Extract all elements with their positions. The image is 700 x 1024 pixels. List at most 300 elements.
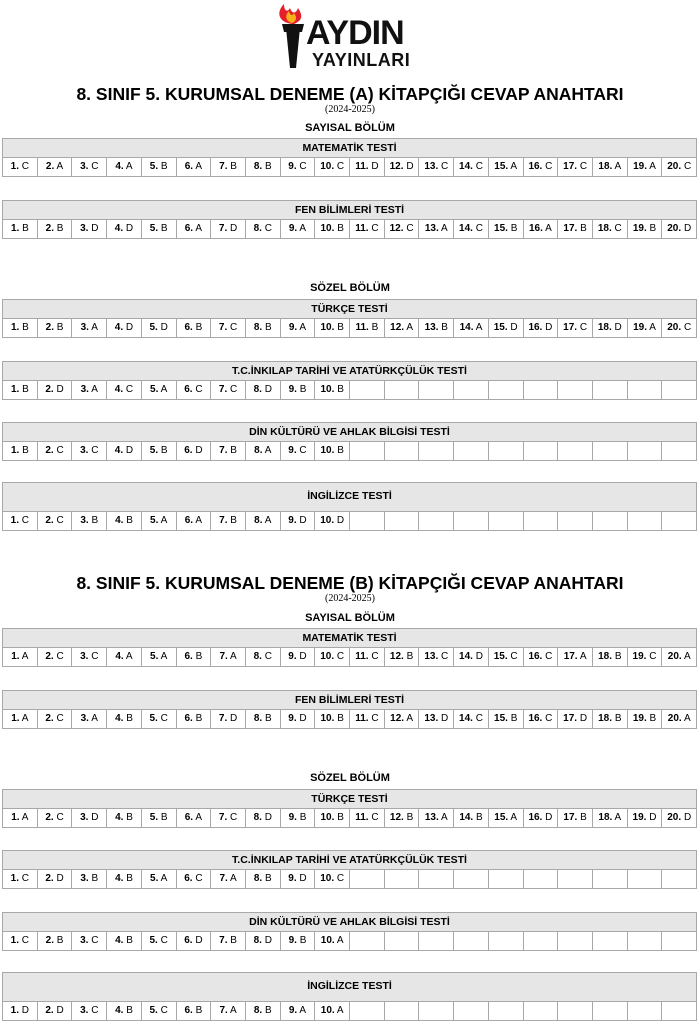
question-number: 17. bbox=[563, 322, 578, 333]
question-number: 10. bbox=[320, 651, 335, 662]
answer-letter: B bbox=[299, 812, 307, 823]
answer-cell bbox=[384, 647, 420, 667]
answer-cell bbox=[661, 157, 697, 177]
answer-letter: A bbox=[475, 322, 483, 333]
answer-cell bbox=[176, 1001, 212, 1021]
question-number: 11. bbox=[355, 713, 369, 724]
empty-cell bbox=[592, 441, 628, 461]
answer-cell bbox=[280, 709, 316, 729]
question-number: 6. bbox=[184, 812, 194, 823]
answer-letter: A bbox=[91, 322, 98, 333]
empty-cell bbox=[384, 869, 420, 889]
question-number: 17. bbox=[563, 223, 578, 234]
answer-letter: A bbox=[579, 651, 587, 662]
question-number: 5. bbox=[149, 223, 159, 234]
question-number: 13. bbox=[424, 161, 439, 172]
answer-cell bbox=[592, 157, 628, 177]
question-number: 4. bbox=[115, 1005, 124, 1016]
question-number: 4. bbox=[115, 812, 124, 823]
answer-letter: B bbox=[230, 935, 237, 946]
empty-cell bbox=[384, 441, 420, 461]
empty-cell bbox=[627, 869, 663, 889]
answer-table bbox=[2, 422, 697, 461]
answer-cell bbox=[176, 647, 212, 667]
answer-letter: B bbox=[476, 812, 483, 823]
answer-cell bbox=[661, 808, 697, 828]
empty-cell bbox=[349, 511, 385, 531]
answer-cell bbox=[557, 157, 593, 177]
question-number: 16. bbox=[528, 223, 543, 234]
answer-letter: B bbox=[580, 812, 587, 823]
question-number: 1. bbox=[10, 935, 20, 946]
empty-cell bbox=[592, 511, 628, 531]
answer-letter: B bbox=[160, 223, 168, 234]
answer-letter: A bbox=[91, 713, 98, 724]
question-number: 15. bbox=[494, 223, 508, 234]
question-number: 17. bbox=[563, 651, 578, 662]
answer-cell bbox=[106, 219, 142, 239]
answer-cell bbox=[176, 511, 212, 531]
answer-letter: A bbox=[649, 322, 656, 333]
answer-cell bbox=[176, 709, 212, 729]
answer-letter: B bbox=[406, 651, 414, 662]
empty-cell bbox=[488, 869, 524, 889]
question-number: 6. bbox=[184, 515, 194, 526]
answer-letter: B bbox=[337, 322, 344, 333]
question-number: 16. bbox=[528, 812, 543, 823]
answer-letter: A bbox=[406, 713, 413, 724]
question-number: 1. bbox=[10, 873, 20, 884]
answer-cell bbox=[176, 869, 212, 889]
answer-letter: D bbox=[56, 384, 64, 395]
answer-cell bbox=[210, 157, 246, 177]
empty-cell bbox=[592, 1001, 628, 1021]
question-number: 4. bbox=[114, 223, 124, 234]
answer-cell bbox=[627, 157, 663, 177]
answer-letter: A bbox=[230, 1005, 237, 1016]
question-number: 2. bbox=[45, 935, 54, 946]
answer-letter: D bbox=[195, 935, 203, 946]
answer-letter: A bbox=[299, 1005, 307, 1016]
question-number: 20. bbox=[667, 322, 682, 333]
answer-table bbox=[2, 690, 697, 729]
answer-cell bbox=[384, 318, 420, 338]
answer-letter: B bbox=[22, 384, 29, 395]
answer-letter: B bbox=[649, 713, 657, 724]
answer-cell bbox=[280, 647, 316, 667]
answer-cell bbox=[245, 1001, 281, 1021]
question-number: 9. bbox=[288, 713, 297, 724]
question-number: 17. bbox=[563, 812, 578, 823]
question-number: 5. bbox=[150, 515, 159, 526]
answer-cell bbox=[71, 380, 107, 400]
answer-letter: C bbox=[371, 651, 379, 662]
empty-cell bbox=[453, 511, 489, 531]
empty-cell bbox=[627, 1001, 663, 1021]
answer-letter: D bbox=[371, 161, 379, 172]
answer-letter: D bbox=[545, 812, 553, 823]
answer-letter: B bbox=[126, 713, 133, 724]
booklet-a-year: (2024-2025) bbox=[325, 104, 375, 115]
question-number: 16. bbox=[528, 322, 543, 333]
answer-cell bbox=[210, 441, 246, 461]
answer-cell bbox=[523, 318, 559, 338]
question-number: 5. bbox=[149, 812, 159, 823]
answer-cell bbox=[661, 709, 697, 729]
answer-cell bbox=[418, 808, 454, 828]
question-number: 2. bbox=[45, 651, 54, 662]
answer-cell bbox=[280, 318, 316, 338]
answer-letter: C bbox=[21, 515, 30, 526]
empty-cell bbox=[557, 441, 593, 461]
answer-cell bbox=[71, 869, 107, 889]
answer-letter: D bbox=[264, 384, 272, 395]
answer-cell bbox=[210, 709, 246, 729]
answer-letter: B bbox=[371, 322, 379, 333]
question-number: 18. bbox=[598, 651, 613, 662]
answer-cell bbox=[2, 709, 38, 729]
question-number: 10. bbox=[320, 161, 335, 172]
answer-letter: B bbox=[126, 515, 133, 526]
answer-cell bbox=[280, 157, 316, 177]
answer-cell bbox=[106, 318, 142, 338]
answer-cell bbox=[627, 219, 663, 239]
empty-cell bbox=[523, 441, 559, 461]
answer-cell bbox=[627, 808, 663, 828]
question-number: 1. bbox=[11, 713, 20, 724]
question-number: 5. bbox=[149, 322, 158, 333]
logo-brand: AYDIN bbox=[306, 14, 404, 52]
answer-letter: B bbox=[337, 713, 344, 724]
empty-cell bbox=[661, 931, 697, 951]
answer-letter: C bbox=[371, 223, 379, 234]
answer-letter: D bbox=[56, 1005, 64, 1016]
question-number: 8. bbox=[254, 515, 263, 526]
question-number: 9. bbox=[288, 1005, 298, 1016]
answer-cell bbox=[418, 318, 454, 338]
question-number: 19. bbox=[632, 812, 647, 823]
answer-letter: A bbox=[683, 651, 691, 662]
answer-letter: C bbox=[683, 322, 692, 333]
answer-cell bbox=[627, 318, 663, 338]
answer-letter: D bbox=[649, 812, 657, 823]
answer-table bbox=[2, 482, 697, 531]
answer-cell bbox=[557, 318, 593, 338]
question-number: 19. bbox=[633, 161, 647, 172]
answer-table bbox=[2, 972, 697, 1021]
answer-letter: A bbox=[336, 1005, 344, 1016]
question-number: 6. bbox=[184, 384, 193, 395]
question-number: 3. bbox=[80, 161, 89, 172]
answer-letter: C bbox=[125, 384, 134, 395]
question-number: 8. bbox=[253, 713, 263, 724]
answer-cell bbox=[37, 808, 73, 828]
question-number: 15. bbox=[493, 322, 508, 333]
answer-letter: B bbox=[195, 1005, 203, 1016]
answer-letter: D bbox=[579, 713, 588, 724]
question-number: 13. bbox=[424, 322, 439, 333]
answer-table bbox=[2, 200, 697, 239]
question-number: 6. bbox=[184, 445, 193, 456]
question-number: 5. bbox=[150, 873, 159, 884]
answer-cell bbox=[592, 318, 628, 338]
answer-cell bbox=[418, 219, 454, 239]
answer-letter: B bbox=[265, 873, 272, 884]
answer-letter: A bbox=[21, 713, 29, 724]
question-number: 3. bbox=[80, 515, 89, 526]
answer-cell bbox=[71, 931, 107, 951]
answer-letter: B bbox=[126, 873, 133, 884]
question-number: 3. bbox=[80, 812, 89, 823]
answer-table bbox=[2, 628, 697, 667]
answer-cell bbox=[176, 318, 212, 338]
question-number: 8. bbox=[253, 935, 262, 946]
question-number: 10. bbox=[320, 935, 335, 946]
empty-cell bbox=[384, 380, 420, 400]
empty-cell bbox=[661, 380, 697, 400]
answer-letter: C bbox=[336, 161, 345, 172]
answer-cell bbox=[592, 808, 628, 828]
answer-letter: D bbox=[21, 1005, 30, 1016]
test-header: TÜRKÇE TESTİ bbox=[2, 789, 697, 808]
answer-letter: B bbox=[22, 445, 29, 456]
answer-cell bbox=[106, 931, 142, 951]
answer-letter: A bbox=[264, 445, 272, 456]
answer-letter: C bbox=[230, 322, 238, 333]
question-number: 12. bbox=[390, 713, 405, 724]
question-number: 13. bbox=[424, 812, 439, 823]
answer-letter: A bbox=[160, 651, 168, 662]
answer-cell bbox=[106, 808, 142, 828]
answer-letter: B bbox=[337, 445, 344, 456]
booklet-a-title: 8. SINIF 5. KURUMSAL DENEME (A) KİTAPÇIĞI CEVAP ANAHTARI bbox=[76, 84, 624, 104]
test-header: TÜRKÇE TESTİ bbox=[2, 299, 697, 318]
empty-cell bbox=[557, 931, 593, 951]
test-header: MATEMATİK TESTİ bbox=[2, 138, 697, 157]
answer-cell bbox=[106, 869, 142, 889]
answer-cell bbox=[523, 219, 559, 239]
question-number: 11. bbox=[355, 223, 369, 234]
answer-cell bbox=[557, 647, 593, 667]
question-number: 17. bbox=[563, 713, 578, 724]
answer-letter: D bbox=[230, 223, 238, 234]
question-number: 19. bbox=[632, 223, 647, 234]
answer-cell bbox=[592, 647, 628, 667]
question-number: 10. bbox=[320, 713, 335, 724]
answer-cell bbox=[418, 709, 454, 729]
question-number: 9. bbox=[288, 384, 297, 395]
answer-cell bbox=[141, 380, 177, 400]
answer-cell bbox=[245, 869, 281, 889]
answer-letter: C bbox=[91, 651, 99, 662]
answer-letter: D bbox=[406, 161, 414, 172]
question-number: 8. bbox=[253, 384, 262, 395]
question-number: 2. bbox=[45, 161, 55, 172]
answer-letter: B bbox=[510, 713, 518, 724]
question-number: 5. bbox=[149, 713, 158, 724]
answer-cell bbox=[71, 441, 107, 461]
answer-cell bbox=[210, 511, 246, 531]
answer-cell bbox=[453, 709, 489, 729]
answer-letter: C bbox=[160, 935, 168, 946]
question-number: 9. bbox=[288, 515, 297, 526]
answer-letter: D bbox=[510, 322, 518, 333]
booklet-b-year: (2024-2025) bbox=[325, 593, 375, 604]
question-number: 5. bbox=[149, 935, 158, 946]
answer-letter: C bbox=[545, 713, 553, 724]
answer-cell bbox=[245, 157, 281, 177]
answer-letter: A bbox=[264, 515, 272, 526]
answer-cell bbox=[349, 647, 385, 667]
answer-letter: D bbox=[299, 515, 307, 526]
answer-cell bbox=[37, 219, 73, 239]
question-number: 3. bbox=[80, 445, 89, 456]
empty-cell bbox=[523, 869, 559, 889]
empty-cell bbox=[488, 380, 524, 400]
answer-letter: B bbox=[265, 322, 272, 333]
answer-cell bbox=[37, 511, 73, 531]
question-number: 18. bbox=[598, 161, 613, 172]
answer-letter: C bbox=[230, 384, 238, 395]
answer-letter: C bbox=[475, 223, 483, 234]
empty-cell bbox=[592, 931, 628, 951]
question-number: 15. bbox=[494, 812, 509, 823]
empty-cell bbox=[488, 1001, 524, 1021]
answer-cell bbox=[314, 931, 350, 951]
answer-cell bbox=[37, 157, 73, 177]
answer-cell bbox=[384, 709, 420, 729]
question-number: 13. bbox=[424, 223, 439, 234]
question-number: 6. bbox=[184, 223, 194, 234]
answer-row bbox=[2, 647, 697, 667]
answer-letter: B bbox=[337, 812, 344, 823]
answer-letter: B bbox=[91, 873, 99, 884]
question-number: 12. bbox=[389, 812, 404, 823]
answer-letter: A bbox=[441, 223, 448, 234]
answer-letter: D bbox=[299, 873, 307, 884]
answer-letter: A bbox=[195, 812, 202, 823]
answer-cell bbox=[245, 380, 281, 400]
answer-letter: B bbox=[56, 223, 64, 234]
answer-cell bbox=[245, 219, 281, 239]
answer-cell bbox=[141, 219, 177, 239]
question-number: 4. bbox=[115, 515, 124, 526]
empty-cell bbox=[627, 441, 663, 461]
question-number: 4. bbox=[114, 384, 124, 395]
answer-cell bbox=[245, 808, 281, 828]
answer-cell bbox=[210, 219, 246, 239]
question-number: 2. bbox=[45, 445, 54, 456]
answer-letter: D bbox=[683, 812, 692, 823]
booklet-b-title: 8. SINIF 5. KURUMSAL DENEME (B) KİTAPÇIĞI CEVAP ANAHTARI bbox=[76, 573, 624, 593]
answer-letter: C bbox=[195, 384, 203, 395]
answer-cell bbox=[349, 808, 385, 828]
answer-cell bbox=[280, 511, 316, 531]
answer-letter: B bbox=[406, 812, 414, 823]
answer-cell bbox=[71, 511, 107, 531]
question-number: 6. bbox=[184, 322, 193, 333]
empty-cell bbox=[488, 441, 524, 461]
question-number: 15. bbox=[494, 713, 508, 724]
question-number: 7. bbox=[218, 713, 228, 724]
answer-letter: C bbox=[264, 223, 272, 234]
answer-cell bbox=[210, 380, 246, 400]
question-number: 7. bbox=[219, 651, 228, 662]
test-header: FEN BİLİMLERİ TESTİ bbox=[2, 690, 697, 709]
logo-subtitle: YAYINLARI bbox=[312, 50, 411, 70]
answer-cell bbox=[523, 157, 559, 177]
answer-letter: C bbox=[579, 322, 588, 333]
answer-cell bbox=[71, 157, 107, 177]
answer-letter: B bbox=[230, 515, 237, 526]
answer-cell bbox=[176, 808, 212, 828]
question-number: 15. bbox=[493, 651, 508, 662]
answer-letter: D bbox=[264, 812, 272, 823]
question-number: 4. bbox=[115, 713, 124, 724]
answer-cell bbox=[210, 318, 246, 338]
answer-table bbox=[2, 138, 697, 177]
question-number: 10. bbox=[320, 812, 335, 823]
answer-cell bbox=[37, 709, 73, 729]
answer-cell bbox=[141, 869, 177, 889]
question-number: 14. bbox=[459, 161, 473, 172]
answer-cell bbox=[141, 511, 177, 531]
answer-cell bbox=[384, 157, 420, 177]
answer-cell bbox=[245, 318, 281, 338]
answer-letter: B bbox=[510, 223, 518, 234]
empty-cell bbox=[557, 869, 593, 889]
answer-letter: B bbox=[230, 161, 237, 172]
question-number: 2. bbox=[45, 812, 54, 823]
answer-letter: C bbox=[299, 161, 307, 172]
question-number: 7. bbox=[219, 935, 228, 946]
question-number: 20. bbox=[667, 812, 682, 823]
answer-cell bbox=[176, 157, 212, 177]
question-number: 10. bbox=[320, 1005, 335, 1016]
question-number: 3. bbox=[80, 322, 89, 333]
answer-cell bbox=[106, 647, 142, 667]
question-number: 2. bbox=[45, 515, 54, 526]
answer-cell bbox=[453, 157, 489, 177]
answer-cell bbox=[141, 931, 177, 951]
empty-cell bbox=[349, 1001, 385, 1021]
empty-cell bbox=[349, 931, 385, 951]
question-number: 11. bbox=[355, 812, 369, 823]
question-number: 7. bbox=[219, 161, 228, 172]
answer-letter: C bbox=[441, 651, 449, 662]
answer-cell bbox=[280, 808, 316, 828]
test-header: İNGİLİZCE TESTİ bbox=[2, 972, 697, 1001]
answer-letter: D bbox=[56, 873, 64, 884]
question-number: 8. bbox=[253, 161, 263, 172]
answer-letter: D bbox=[299, 713, 307, 724]
test-header: İNGİLİZCE TESTİ bbox=[2, 482, 697, 511]
question-number: 3. bbox=[80, 713, 89, 724]
question-number: 14. bbox=[459, 322, 474, 333]
answer-letter: C bbox=[683, 161, 692, 172]
answer-letter: C bbox=[649, 651, 657, 662]
answer-letter: C bbox=[579, 161, 588, 172]
question-number: 7. bbox=[219, 515, 228, 526]
aydin-logo bbox=[272, 2, 422, 70]
question-number: 1. bbox=[10, 322, 20, 333]
question-number: 2. bbox=[45, 873, 54, 884]
answer-letter: B bbox=[649, 223, 657, 234]
answer-cell bbox=[349, 709, 385, 729]
empty-cell bbox=[349, 869, 385, 889]
question-number: 4. bbox=[114, 445, 124, 456]
empty-cell bbox=[661, 1001, 697, 1021]
